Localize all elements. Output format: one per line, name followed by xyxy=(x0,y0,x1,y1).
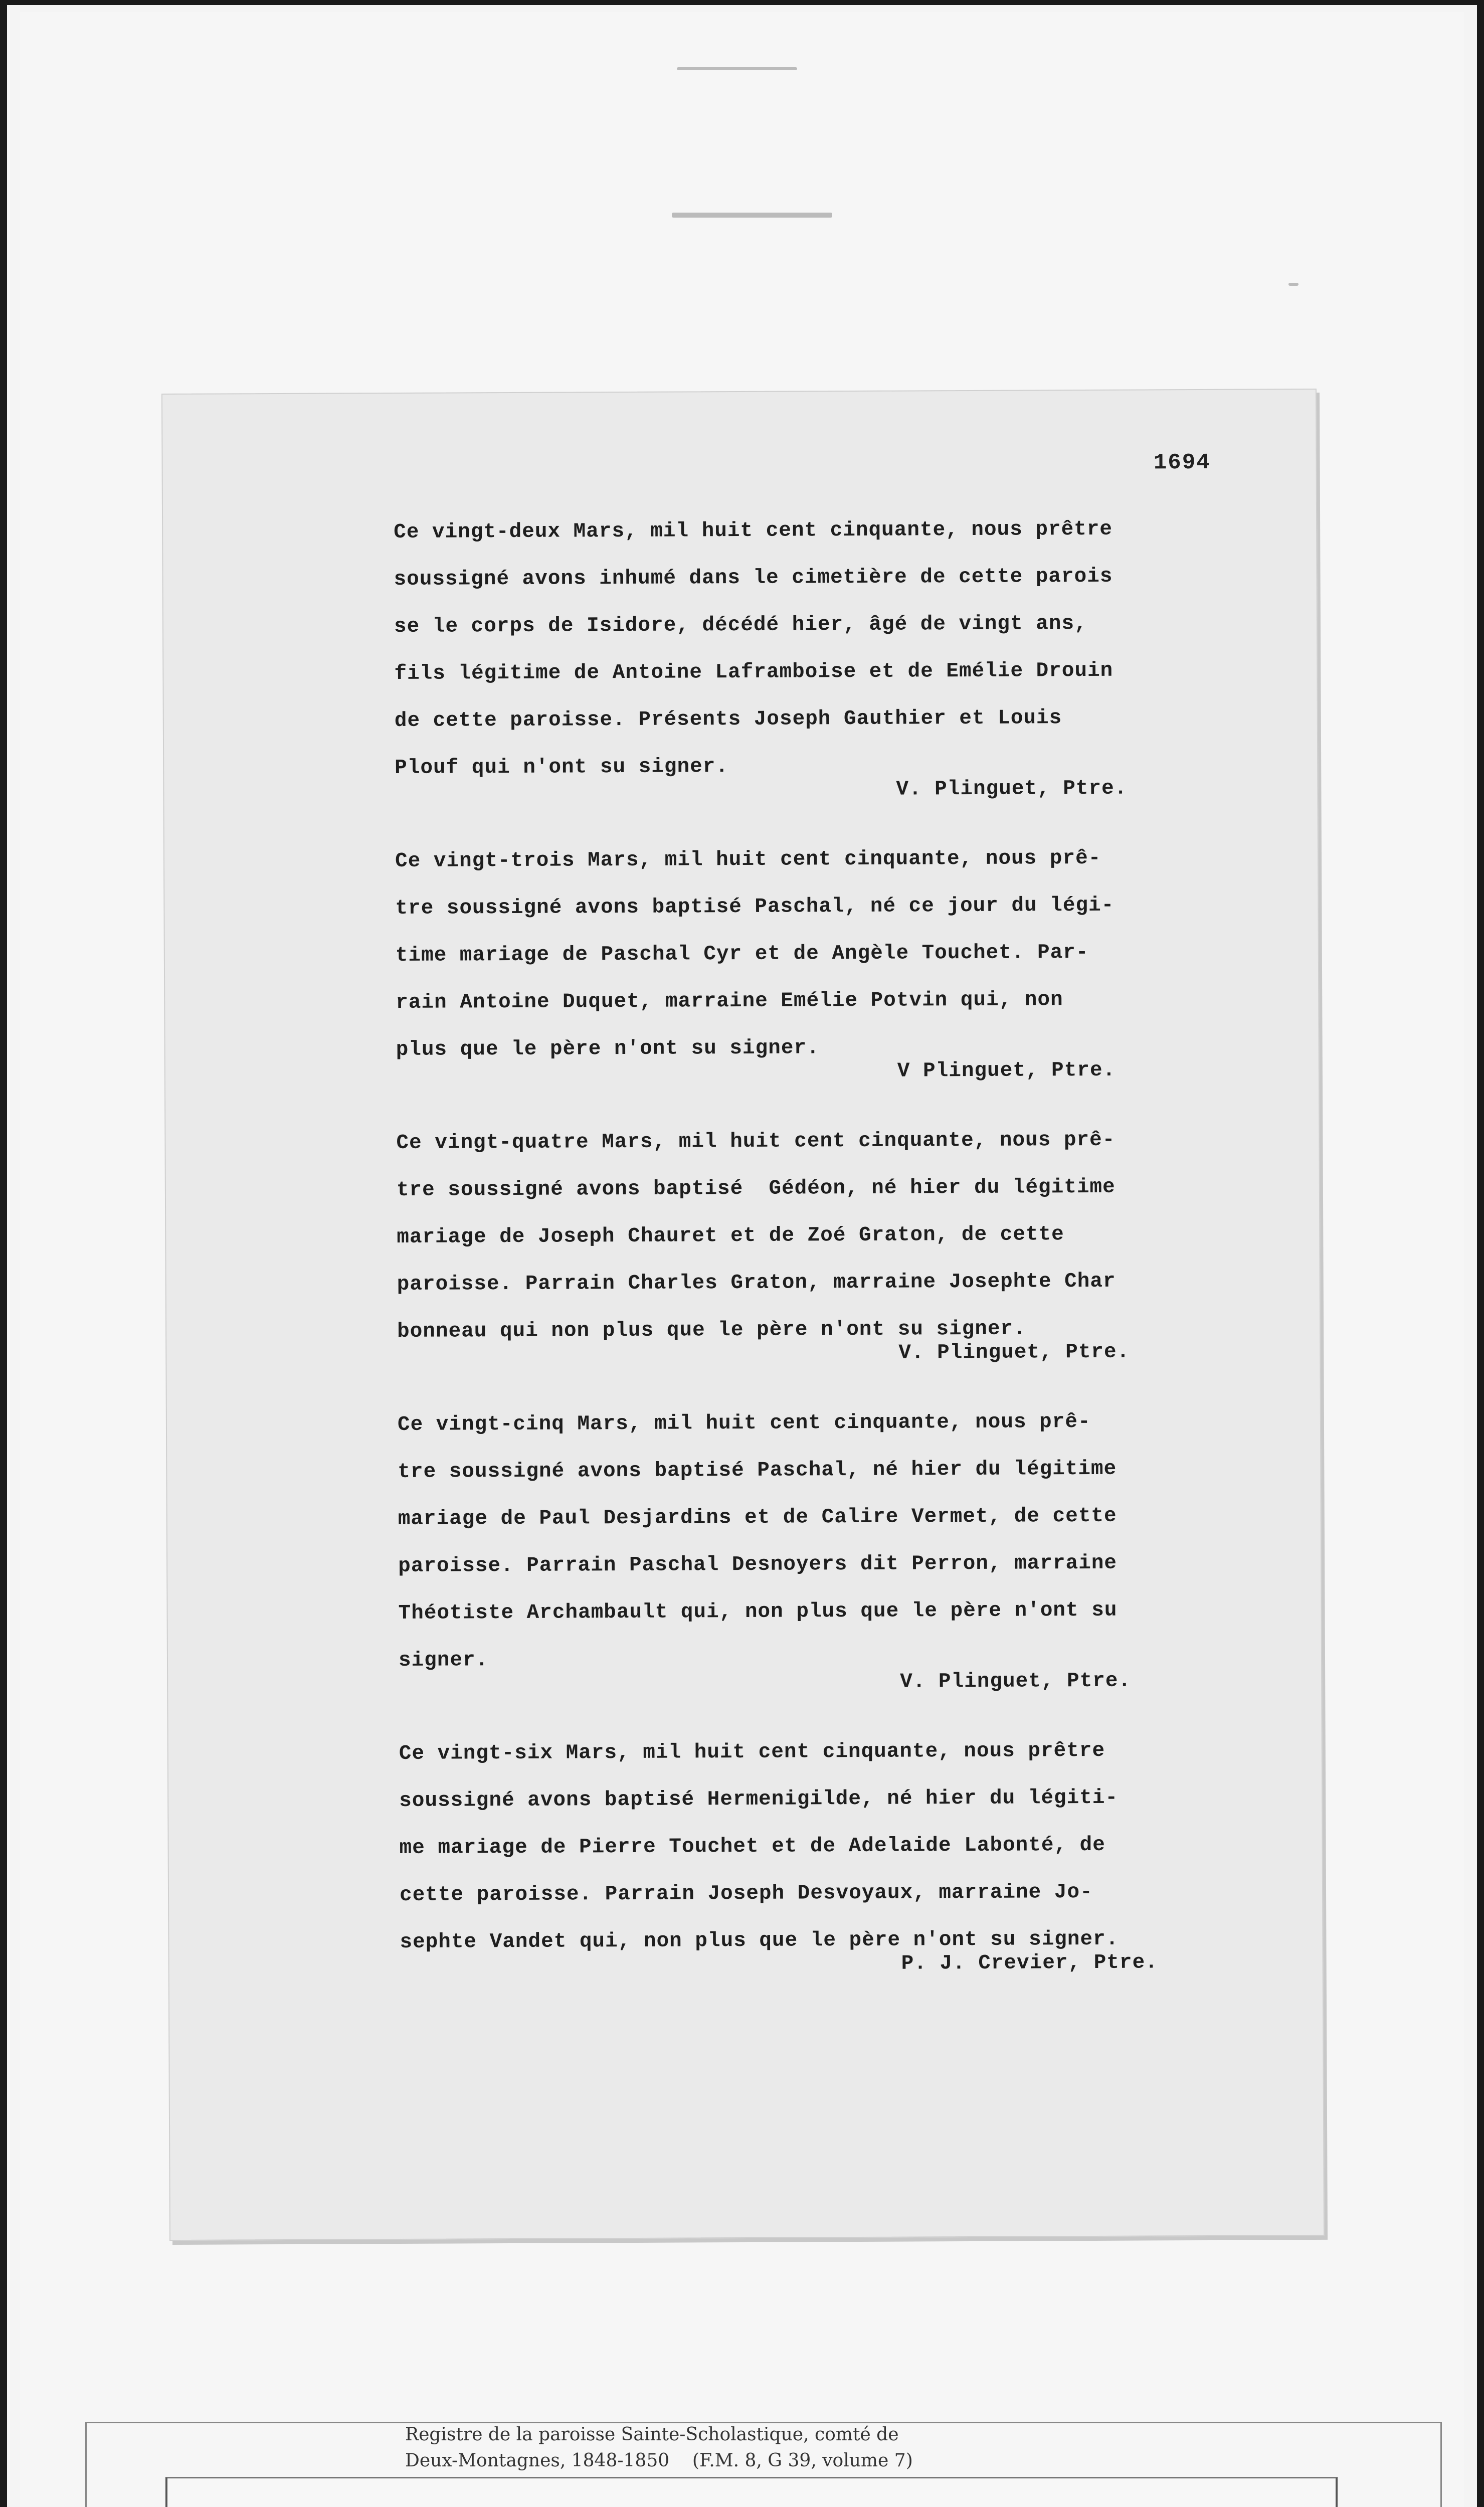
entry-text-line: rain Antoine Duquet, marraine Emélie Potvin qui, non xyxy=(396,988,1063,1015)
entry-text-line: paroisse. Parrain Paschal Desnoyers dit Perron, marraine xyxy=(398,1551,1118,1578)
entry-text-line: Ce vingt-cinq Mars, mil huit cent cinquante, nous prê- xyxy=(397,1410,1091,1437)
entry-text-line: soussigné avons baptisé Hermenigilde, né hier du légiti- xyxy=(399,1786,1119,1813)
entry-text-line: cette paroisse. Parrain Joseph Desvoyaux, marraine Jo- xyxy=(399,1880,1093,1907)
priest-signature: V Plinguet, Ptre. xyxy=(897,1058,1116,1083)
entry-text-line: signer. xyxy=(398,1649,489,1673)
entry-text-line: Théotiste Archambault qui, non plus que le père n'ont su xyxy=(398,1598,1118,1626)
register-entry xyxy=(395,833,1379,1089)
entry-text-line: plus que le père n'ont su signer. xyxy=(396,1036,820,1062)
register-page xyxy=(161,389,1325,2241)
priest-signature: V. Plinguet, Ptre. xyxy=(898,1340,1130,1365)
entry-text-line: bonneau qui non plus que le père n'ont su signer. xyxy=(397,1317,1026,1344)
caption-line: Registre de la paroisse Sainte-Scholastique, comté de xyxy=(405,2424,899,2445)
register-entry xyxy=(396,1115,1380,1370)
register-entries xyxy=(394,504,1383,2012)
entry-text-line: mariage de Paul Desjardins et de Calire Vermet, de cette xyxy=(398,1504,1117,1531)
entry-text-line: se le corps de Isidore, décédé hier, âgé de vingt ans, xyxy=(394,612,1087,639)
entry-text-line: me mariage de Pierre Touchet et de Adelaide Labonté, de xyxy=(399,1833,1105,1860)
scratch-mark xyxy=(677,67,797,70)
scratch-mark xyxy=(672,213,832,218)
archive-label-box xyxy=(165,2477,1338,2507)
priest-signature: V. Plinguet, Ptre. xyxy=(900,1669,1132,1694)
entry-text-line: de cette paroisse. Présents Joseph Gauthier et Louis xyxy=(394,706,1062,733)
register-entry xyxy=(398,1397,1382,1699)
entry-text-line: Ce vingt-deux Mars, mil huit cent cinquante, nous prêtre xyxy=(394,517,1113,545)
entry-text-line: fils légitime de Antoine Laframboise et de Emélie Drouin xyxy=(394,659,1114,686)
entry-text-line: Ce vingt-quatre Mars, mil huit cent cinquante, nous prê- xyxy=(396,1128,1116,1155)
entry-text-line: tre soussigné avons baptisé Paschal, né hier du légitime xyxy=(398,1457,1117,1484)
scratch-mark xyxy=(1288,283,1298,286)
source-caption xyxy=(405,2422,1207,2474)
priest-signature: V. Plinguet, Ptre. xyxy=(896,777,1128,801)
entry-text-line: soussigné avons inhumé dans le cimetière de cette parois xyxy=(394,565,1113,592)
entry-text-line: tre soussigné avons baptisé Gédéon, né hier du légitime xyxy=(396,1175,1116,1202)
entry-text-line: Ce vingt-six Mars, mil huit cent cinquante, nous prêtre xyxy=(399,1739,1105,1766)
page-number: 1694 xyxy=(1153,450,1211,476)
entry-text-line: time mariage de Paschal Cyr et de Angèle Touchet. Par- xyxy=(395,941,1089,968)
register-entry xyxy=(394,504,1378,807)
priest-signature: P. J. Crevier, Ptre. xyxy=(901,1951,1158,1976)
entry-text-line: mariage de Joseph Chauret et de Zoé Graton, de cette xyxy=(397,1223,1064,1249)
entry-text-line: sephte Vandet qui, non plus que le père n'ont su signer. xyxy=(400,1927,1119,1954)
register-entry xyxy=(399,1726,1383,1981)
entry-text-line: Ce vingt-trois Mars, mil huit cent cinquante, nous prê- xyxy=(395,846,1101,873)
entry-text-line: tre soussigné avons baptisé Paschal, né ce jour du légi- xyxy=(395,893,1115,921)
entry-text-line: paroisse. Parrain Charles Graton, marraine Josephte Char xyxy=(397,1270,1116,1297)
caption-line: Deux-Montagnes, 1848-1850 (F.M. 8, G 39, volume 7) xyxy=(405,2450,913,2471)
entry-text-line: Plouf qui n'ont su signer. xyxy=(395,755,729,780)
